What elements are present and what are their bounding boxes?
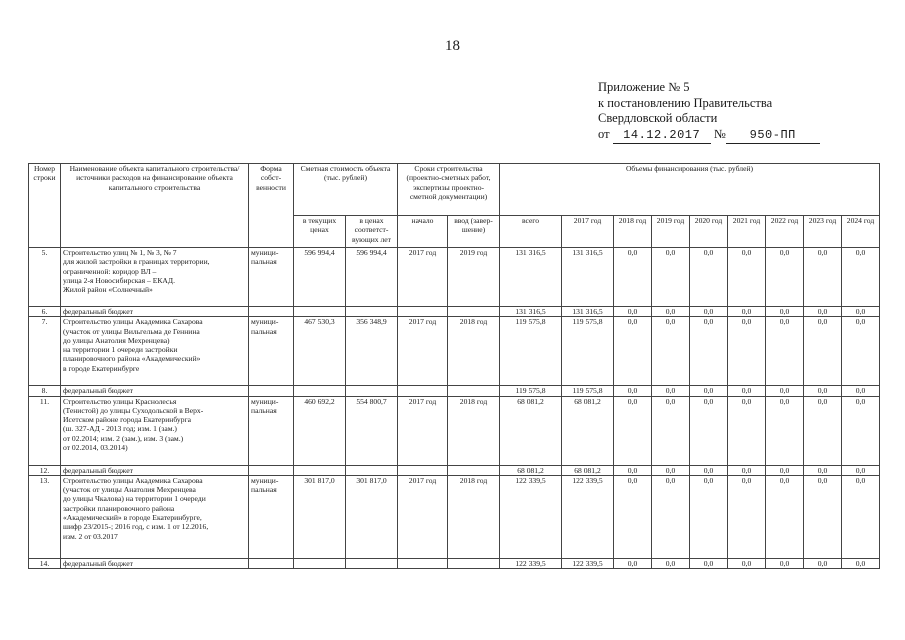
object-name-line: Исетском районе города Екатеринбурга [63, 415, 192, 425]
term-end: 2018 год [448, 317, 500, 386]
term-end [448, 386, 500, 396]
cost-current [294, 307, 346, 317]
header-cost: Сметная стоимость объекта (тыс. рублей) [294, 164, 398, 216]
object-name-line: шифр 23/2015-; 2016 год, с изм. 1 от 12.2016, [63, 522, 209, 532]
cost-base [346, 558, 398, 568]
object-name [61, 475, 249, 558]
cost-current [294, 558, 346, 568]
year-amount: 0,0 [728, 475, 766, 558]
total-amount: 122 339,5 [500, 475, 562, 558]
year-amount: 0,0 [614, 558, 652, 568]
cost-current: 467 530,3 [294, 317, 346, 386]
header-year: 2024 год [842, 216, 880, 248]
ownership-form [249, 465, 294, 475]
cost-current [294, 386, 346, 396]
ownership-form: муници- пальная [249, 248, 294, 307]
header-total: всего [500, 216, 562, 248]
year-amount: 0,0 [728, 396, 766, 465]
object-name-line: (участок от улицы Анатолия Мехренцева [63, 485, 196, 495]
object-name-line: до улицы Анатолия Мехренцева) [63, 335, 170, 345]
year-amount: 0,0 [652, 248, 690, 307]
year-amount: 68 081,2 [562, 465, 614, 475]
object-name-line: федеральный бюджет [63, 558, 133, 568]
year-amount: 119 575,8 [562, 317, 614, 386]
term-start [398, 558, 448, 568]
row-number: 6. [29, 307, 61, 317]
object-name-line: Строительство улицы Академика Сахарова [63, 475, 203, 485]
page-number: 18 [445, 38, 460, 54]
year-amount: 122 339,5 [562, 558, 614, 568]
year-amount: 0,0 [652, 386, 690, 396]
term-start [398, 465, 448, 475]
table-row [29, 386, 880, 396]
year-amount: 0,0 [766, 558, 804, 568]
table-row [29, 465, 880, 475]
date-prefix: от [598, 126, 610, 141]
term-end: 2018 год [448, 396, 500, 465]
object-name-line: на территории 1 очереди застройки [63, 345, 178, 355]
header-year: 2017 год [562, 216, 614, 248]
year-amount: 68 081,2 [562, 396, 614, 465]
header-year: 2022 год [766, 216, 804, 248]
object-name-line: (Тенистой) до улицы Суходольской в Верх- [63, 405, 204, 415]
year-amount: 119 575,8 [562, 386, 614, 396]
object-name-line: Строительство улицы Академика Сахарова [63, 317, 203, 327]
appendix-block [598, 80, 820, 144]
cost-current: 301 817,0 [294, 475, 346, 558]
row-number: 11. [29, 396, 61, 465]
year-amount: 0,0 [728, 307, 766, 317]
total-amount: 119 575,8 [500, 317, 562, 386]
ownership-form: муници- пальная [249, 475, 294, 558]
year-amount: 0,0 [728, 558, 766, 568]
object-name [61, 396, 249, 465]
year-amount: 0,0 [766, 475, 804, 558]
object-name-line: от 02.2014, 03.2014) [63, 443, 128, 453]
table-row [29, 396, 880, 465]
year-amount: 0,0 [804, 248, 842, 307]
financing-table [28, 163, 880, 569]
term-start: 2017 год [398, 475, 448, 558]
cost-base: 356 348,9 [346, 317, 398, 386]
year-amount: 0,0 [614, 386, 652, 396]
table-row [29, 558, 880, 568]
header-terms: Сроки строительства (проектно-сметных работ, экспертизы проектно-сметной документации) [398, 164, 500, 216]
table-row [29, 317, 880, 386]
year-amount: 0,0 [804, 317, 842, 386]
object-name-line: федеральный бюджет [63, 465, 133, 475]
total-amount: 131 316,5 [500, 307, 562, 317]
appendix-title: Приложение № 5 [598, 80, 690, 94]
header-cost-base: в ценах соответст- вующих лет [346, 216, 398, 248]
cost-current: 460 692,2 [294, 396, 346, 465]
object-name-line: Жилой район «Солнечный» [63, 285, 153, 295]
object-name-line: ограниченной: коридор ВЛ – [63, 266, 157, 276]
cost-base: 554 800,7 [346, 396, 398, 465]
year-amount: 0,0 [728, 248, 766, 307]
year-amount: 0,0 [842, 475, 880, 558]
term-start [398, 307, 448, 317]
resolution-date: 14.12.2017 [613, 128, 711, 145]
row-number: 13. [29, 475, 61, 558]
total-amount: 119 575,8 [500, 386, 562, 396]
year-amount: 0,0 [652, 317, 690, 386]
year-amount: 122 339,5 [562, 475, 614, 558]
year-amount: 0,0 [842, 465, 880, 475]
year-amount: 0,0 [690, 386, 728, 396]
year-amount: 0,0 [652, 396, 690, 465]
header-year: 2018 год [614, 216, 652, 248]
term-end: 2019 год [448, 248, 500, 307]
year-amount: 0,0 [766, 307, 804, 317]
year-amount: 0,0 [690, 465, 728, 475]
year-amount: 0,0 [804, 307, 842, 317]
object-name-line: в городе Екатеринбурге [63, 363, 140, 373]
year-amount: 0,0 [842, 307, 880, 317]
object-name [61, 307, 249, 317]
total-amount: 122 339,5 [500, 558, 562, 568]
year-amount: 0,0 [690, 558, 728, 568]
year-amount: 0,0 [766, 248, 804, 307]
term-start: 2017 год [398, 396, 448, 465]
header-term-end: ввод (завер- шение) [448, 216, 500, 248]
row-number: 8. [29, 386, 61, 396]
total-amount: 68 081,2 [500, 396, 562, 465]
object-name-line: (участок от улицы Вильгельма де Геннина [63, 326, 200, 336]
header-term-start: начало [398, 216, 448, 248]
year-amount: 0,0 [690, 248, 728, 307]
object-name [61, 248, 249, 307]
table-row [29, 248, 880, 307]
header-num: Номер строки [29, 164, 61, 248]
header-year: 2020 год [690, 216, 728, 248]
cost-base [346, 307, 398, 317]
term-start: 2017 год [398, 248, 448, 307]
appendix-line-3: Свердловской области [598, 111, 718, 125]
number-prefix: № [713, 126, 726, 141]
year-amount: 0,0 [766, 386, 804, 396]
object-name-line: для жилой застройки в границах территории, [63, 257, 210, 267]
object-name-line: федеральный бюджет [63, 307, 133, 316]
term-start [398, 386, 448, 396]
object-name-line: Строительство улиц № 1, № 3, № 7 [63, 248, 177, 257]
year-amount: 0,0 [614, 248, 652, 307]
year-amount: 0,0 [652, 475, 690, 558]
header-year: 2019 год [652, 216, 690, 248]
row-number: 5. [29, 248, 61, 307]
year-amount: 0,0 [614, 307, 652, 317]
object-name-line: федеральный бюджет [63, 386, 133, 396]
year-amount: 0,0 [842, 558, 880, 568]
cost-base: 301 817,0 [346, 475, 398, 558]
year-amount: 0,0 [690, 307, 728, 317]
year-amount: 131 316,5 [562, 248, 614, 307]
year-amount: 0,0 [652, 307, 690, 317]
header-volumes: Объемы финансирования (тыс. рублей) [500, 164, 880, 216]
year-amount: 0,0 [842, 386, 880, 396]
object-name-line: «Академический» в городе Екатеринбурге, [63, 513, 202, 523]
year-amount: 0,0 [804, 475, 842, 558]
term-end [448, 465, 500, 475]
year-amount: 0,0 [728, 465, 766, 475]
ownership-form [249, 307, 294, 317]
year-amount: 0,0 [842, 396, 880, 465]
object-name-line: застройки планировочного района [63, 503, 175, 513]
year-amount: 0,0 [690, 475, 728, 558]
object-name-line: от 02.2014; изм. 2 (зам.), изм. 3 (зам.) [63, 433, 184, 443]
header-year: 2021 год [728, 216, 766, 248]
cost-current [294, 465, 346, 475]
year-amount: 0,0 [728, 317, 766, 386]
total-amount: 131 316,5 [500, 248, 562, 307]
term-start: 2017 год [398, 317, 448, 386]
header-cost-current: в текущих ценах [294, 216, 346, 248]
term-end [448, 558, 500, 568]
object-name-line: (ш. 327-АД - 2013 год; изм. 1 (зам.) [63, 424, 177, 434]
cost-base [346, 386, 398, 396]
appendix-date-line [598, 127, 820, 145]
year-amount: 0,0 [690, 317, 728, 386]
year-amount: 0,0 [614, 396, 652, 465]
header-name: Наименование объекта капитального строительства/ источники расходов на финансирование объекта капитального строительства [61, 164, 249, 248]
resolution-number: 950-ПП [726, 128, 820, 145]
row-number: 7. [29, 317, 61, 386]
object-name-line: улица 2-я Новосибирская – ЕКАД. [63, 275, 175, 285]
year-amount: 0,0 [614, 317, 652, 386]
table-body [29, 248, 880, 569]
year-amount: 0,0 [766, 317, 804, 386]
year-amount: 0,0 [804, 465, 842, 475]
cost-current: 596 994,4 [294, 248, 346, 307]
ownership-form [249, 558, 294, 568]
year-amount: 0,0 [842, 317, 880, 386]
cost-base [346, 465, 398, 475]
year-amount: 0,0 [804, 558, 842, 568]
year-amount: 0,0 [842, 248, 880, 307]
table-row [29, 307, 880, 317]
year-amount: 0,0 [614, 465, 652, 475]
row-number: 14. [29, 558, 61, 568]
year-amount: 131 316,5 [562, 307, 614, 317]
header-year: 2023 год [804, 216, 842, 248]
year-amount: 0,0 [614, 475, 652, 558]
ownership-form [249, 386, 294, 396]
cost-base: 596 994,4 [346, 248, 398, 307]
object-name-line: Строительство улицы Краснолесья [63, 396, 177, 406]
ownership-form: муници- пальная [249, 396, 294, 465]
object-name [61, 465, 249, 475]
year-amount: 0,0 [728, 386, 766, 396]
object-name-line: планировочного района «Академический» [63, 354, 201, 364]
object-name-line: до улицы Чкалова) на территории 1 очереди [63, 494, 206, 504]
year-amount: 0,0 [652, 558, 690, 568]
term-end: 2018 год [448, 475, 500, 558]
object-name [61, 386, 249, 396]
appendix-line-2: к постановлению Правительства [598, 95, 773, 110]
year-amount: 0,0 [766, 396, 804, 465]
total-amount: 68 081,2 [500, 465, 562, 475]
year-amount: 0,0 [804, 396, 842, 465]
year-amount: 0,0 [804, 386, 842, 396]
object-name [61, 558, 249, 568]
object-name-line: изм. 2 от 03.2017 [63, 531, 118, 541]
year-amount: 0,0 [690, 396, 728, 465]
header-form: Форма собст- венности [249, 164, 294, 248]
row-number: 12. [29, 465, 61, 475]
ownership-form: муници- пальная [249, 317, 294, 386]
object-name [61, 317, 249, 386]
term-end [448, 307, 500, 317]
table-row [29, 475, 880, 558]
year-amount: 0,0 [766, 465, 804, 475]
year-amount: 0,0 [652, 465, 690, 475]
